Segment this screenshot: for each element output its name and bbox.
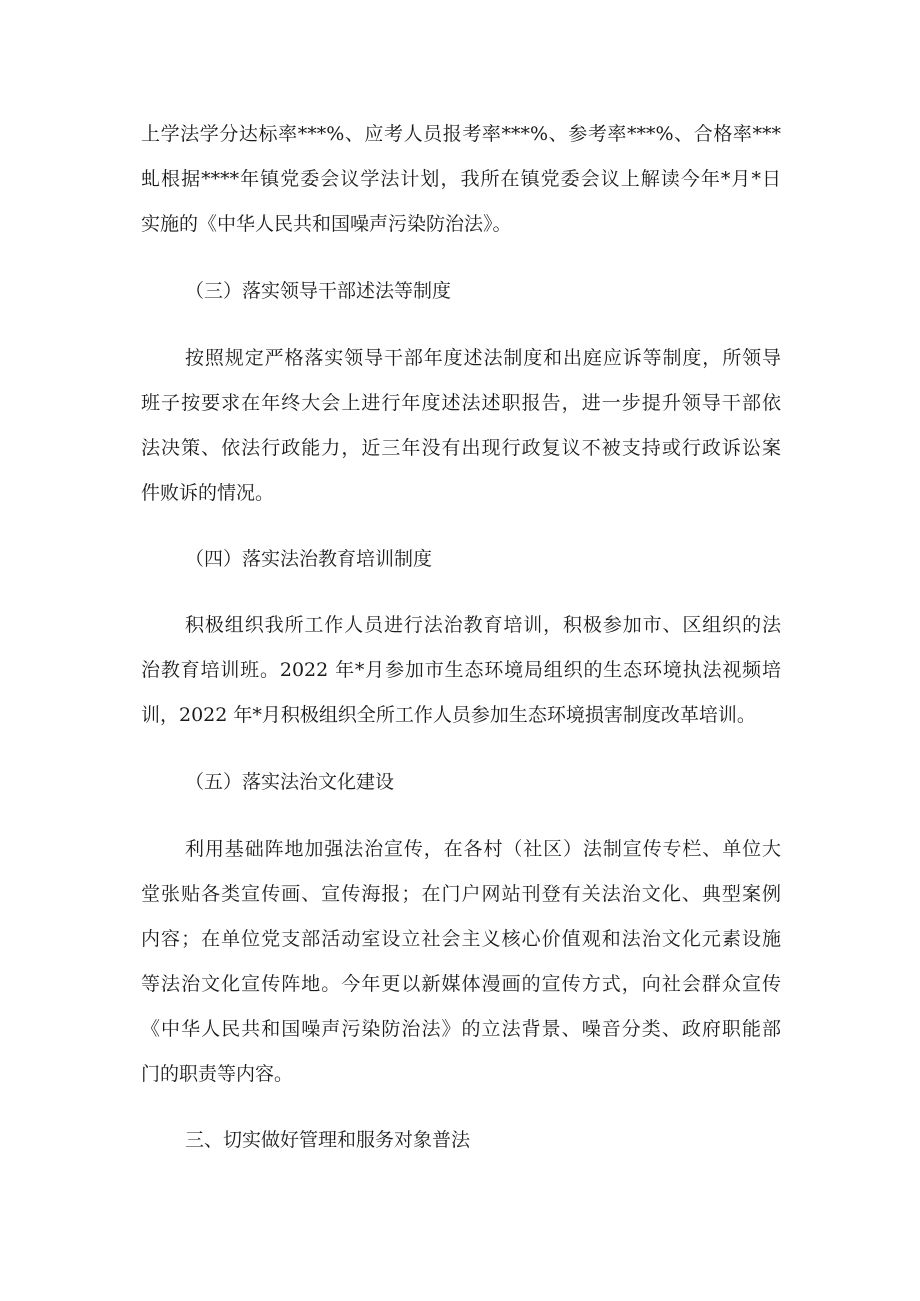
paragraph-line: 利用基础阵地加强法治宣传，在各村（社区）法制宣传专栏、单位大: [185, 838, 781, 860]
paragraph-line: 堂张贴各类宣传画、宣传海报；在门户网站刊登有关法治文化、典型案例: [141, 883, 781, 905]
section-heading-3: （三）落实领导干部述法等制度: [185, 280, 452, 302]
paragraph-line: 内容；在单位党支部活动室设立社会主义核心价值观和法治文化元素设施: [141, 928, 781, 950]
paragraph-line: 件败诉的情况。: [141, 482, 275, 504]
paragraph-line: 班子按要求在年终大会上进行年度述法述职报告，进一步提升领导干部依: [141, 392, 781, 414]
paragraph-line: 虬根据****年镇党委会议学法计划，我所在镇党委会议上解读今年*月*日: [141, 168, 781, 190]
paragraph-line: 训，2022 年*月积极组织全所工作人员参加生态环境损害制度改革培训。: [141, 704, 756, 726]
paragraph-line: 《中华人民共和国噪声污染防治法》的立法背景、噪音分类、政府职能部: [141, 1018, 781, 1040]
paragraph-line: 法决策、依法行政能力，近三年没有出现行政复议不被支持或行政诉讼案: [141, 437, 781, 459]
section-heading-4: （四）落实法治教育培训制度: [185, 548, 433, 570]
paragraph-line: 等法治文化宣传阵地。今年更以新媒体漫画的宣传方式，向社会群众宣传: [141, 973, 781, 995]
paragraph-line: 积极组织我所工作人员进行法治教育培训，积极参加市、区组织的法: [185, 614, 781, 636]
paragraph-line: 按照规定严格落实领导干部年度述法制度和出庭应诉等制度，所领导: [185, 347, 781, 369]
paragraph-line: 门的职责等内容。: [141, 1063, 294, 1085]
paragraph-line: 上学法学分达标率***%、应考人员报考率***%、参考率***%、合格率***: [141, 123, 781, 145]
paragraph-line: 治教育培训班。2022 年*月参加市生态环境局组织的生态环境执法视频培: [141, 659, 781, 681]
section-heading-three: 三、切实做好管理和服务对象普法: [185, 1129, 471, 1151]
section-heading-5: （五）落实法治文化建设: [185, 771, 395, 793]
paragraph-line: 实施的《中华人民共和国噪声污染防治法》。: [141, 213, 512, 235]
